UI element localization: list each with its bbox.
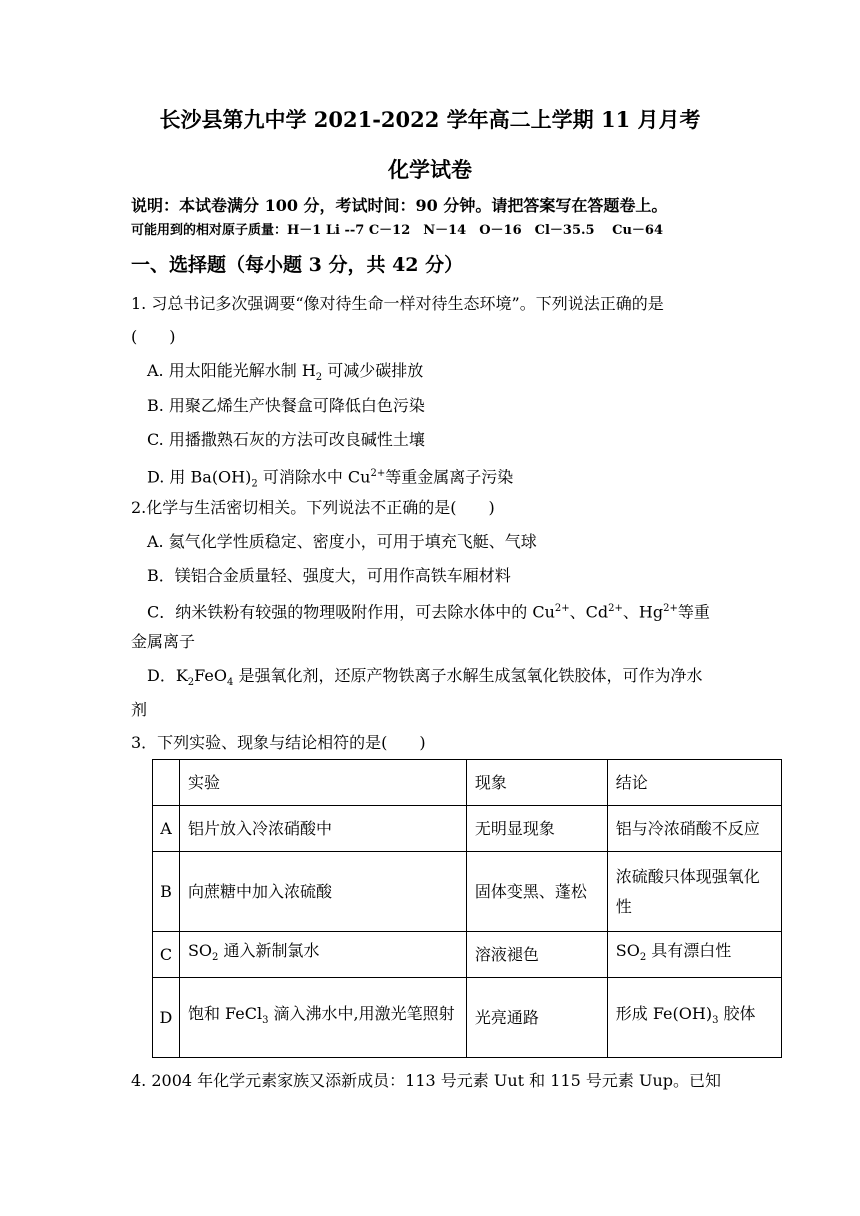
exam-subtitle: 化学试卷 xyxy=(388,157,472,182)
q2-option-d-cont: 剂 xyxy=(131,700,148,719)
row-conclusion: 浓硫酸只体现强氧化性 xyxy=(607,852,781,932)
q3-stem: 3．下列实验、现象与结论相符的是( ) xyxy=(131,733,426,752)
section-heading: 一、选择题（每小题 3 分，共 42 分） xyxy=(131,254,464,276)
q1-stem: 1. 习总书记多次强调要“像对待生命一样对待生态环境”。下列说法正确的是 xyxy=(131,294,664,313)
atomic-masses: 可能用到的相对原子质量：H－1 Li --7 C－12 N－14 O－16 Cl－35.5 Cu－64 xyxy=(131,223,664,238)
q1-option-d: D. 用 $Ba(OH)_2$ 可消除水中 $Cu^{2+}$等重金属离子污染 xyxy=(147,467,514,490)
row-letter: C xyxy=(153,932,180,978)
q1-paren: ( ) xyxy=(131,327,176,346)
q2-option-c: C．纳米铁粉有较强的物理吸附作用，可去除水体中的 $Cu^{2+}$、$Cd^{2+}$、$Hg^{2+}$等重 xyxy=(147,602,710,622)
table-corner-cell xyxy=(153,760,180,806)
q4-stem: 4. 2004 年化学元素家族又添新成员：113 号元素 Uut 和 115 号元素 Uup。已知 xyxy=(131,1071,722,1090)
row-letter: A xyxy=(153,806,180,852)
header-experiment: 实验 xyxy=(179,760,466,806)
row-phenomenon: 光亮通路 xyxy=(466,978,607,1058)
header-phenomenon: 现象 xyxy=(466,760,607,806)
header-conclusion: 结论 xyxy=(607,760,781,806)
table-row xyxy=(153,806,782,852)
q2-option-a: A. 氦气化学性质稳定、密度小，可用于填充飞艇、气球 xyxy=(147,532,537,551)
q3-table xyxy=(152,759,782,1058)
table-row xyxy=(153,932,782,978)
row-experiment: $SO_2$ 通入新制氯水 xyxy=(179,932,466,978)
table-row xyxy=(153,852,782,932)
row-conclusion: $SO_2$ 具有漂白性 xyxy=(607,932,781,978)
q2-option-c-cont: 金属离子 xyxy=(131,632,196,651)
row-letter: B xyxy=(153,852,180,932)
table-header-row xyxy=(153,760,782,806)
q1-option-a: A. 用太阳能光解水制 $H_2$ 可减少碳排放 xyxy=(147,361,424,384)
row-experiment: 铝片放入冷浓硝酸中 xyxy=(179,806,466,852)
row-experiment: 饱和 FeCl$_3$ 滴入沸水中,用激光笔照射 xyxy=(179,978,466,1058)
exam-title: 长沙县第九中学 2021-2022 学年高二上学期 11 月月考 xyxy=(159,107,701,132)
q1-option-c: C. 用播撒熟石灰的方法可改良碱性土壤 xyxy=(147,430,425,449)
instructions-note: 说明：本试卷满分 100 分，考试时间：90 分钟。请把答案写在答题卷上。 xyxy=(131,196,668,215)
q1-option-b: B. 用聚乙烯生产快餐盒可降低白色污染 xyxy=(147,396,425,415)
q2-stem: 2.化学与生活密切相关。下列说法不正确的是( ) xyxy=(131,498,495,517)
q2-option-d: D．$K_2FeO_4$ 是强氧化剂，还原产物铁离子水解生成氢氧化铁胶体，可作为净水 xyxy=(147,666,703,689)
table-row xyxy=(153,978,782,1058)
row-conclusion: 铝与冷浓硝酸不反应 xyxy=(607,806,781,852)
row-phenomenon: 溶液褪色 xyxy=(466,932,607,978)
row-conclusion: 形成 $Fe(OH)_3$ 胶体 xyxy=(607,978,781,1058)
row-phenomenon: 无明显现象 xyxy=(466,806,607,852)
row-letter: D xyxy=(153,978,180,1058)
row-experiment: 向蔗糖中加入浓硫酸 xyxy=(179,852,466,932)
row-phenomenon: 固体变黑、蓬松 xyxy=(466,852,607,932)
q2-option-b: B．镁铝合金质量轻、强度大，可用作高铁车厢材料 xyxy=(147,566,511,585)
